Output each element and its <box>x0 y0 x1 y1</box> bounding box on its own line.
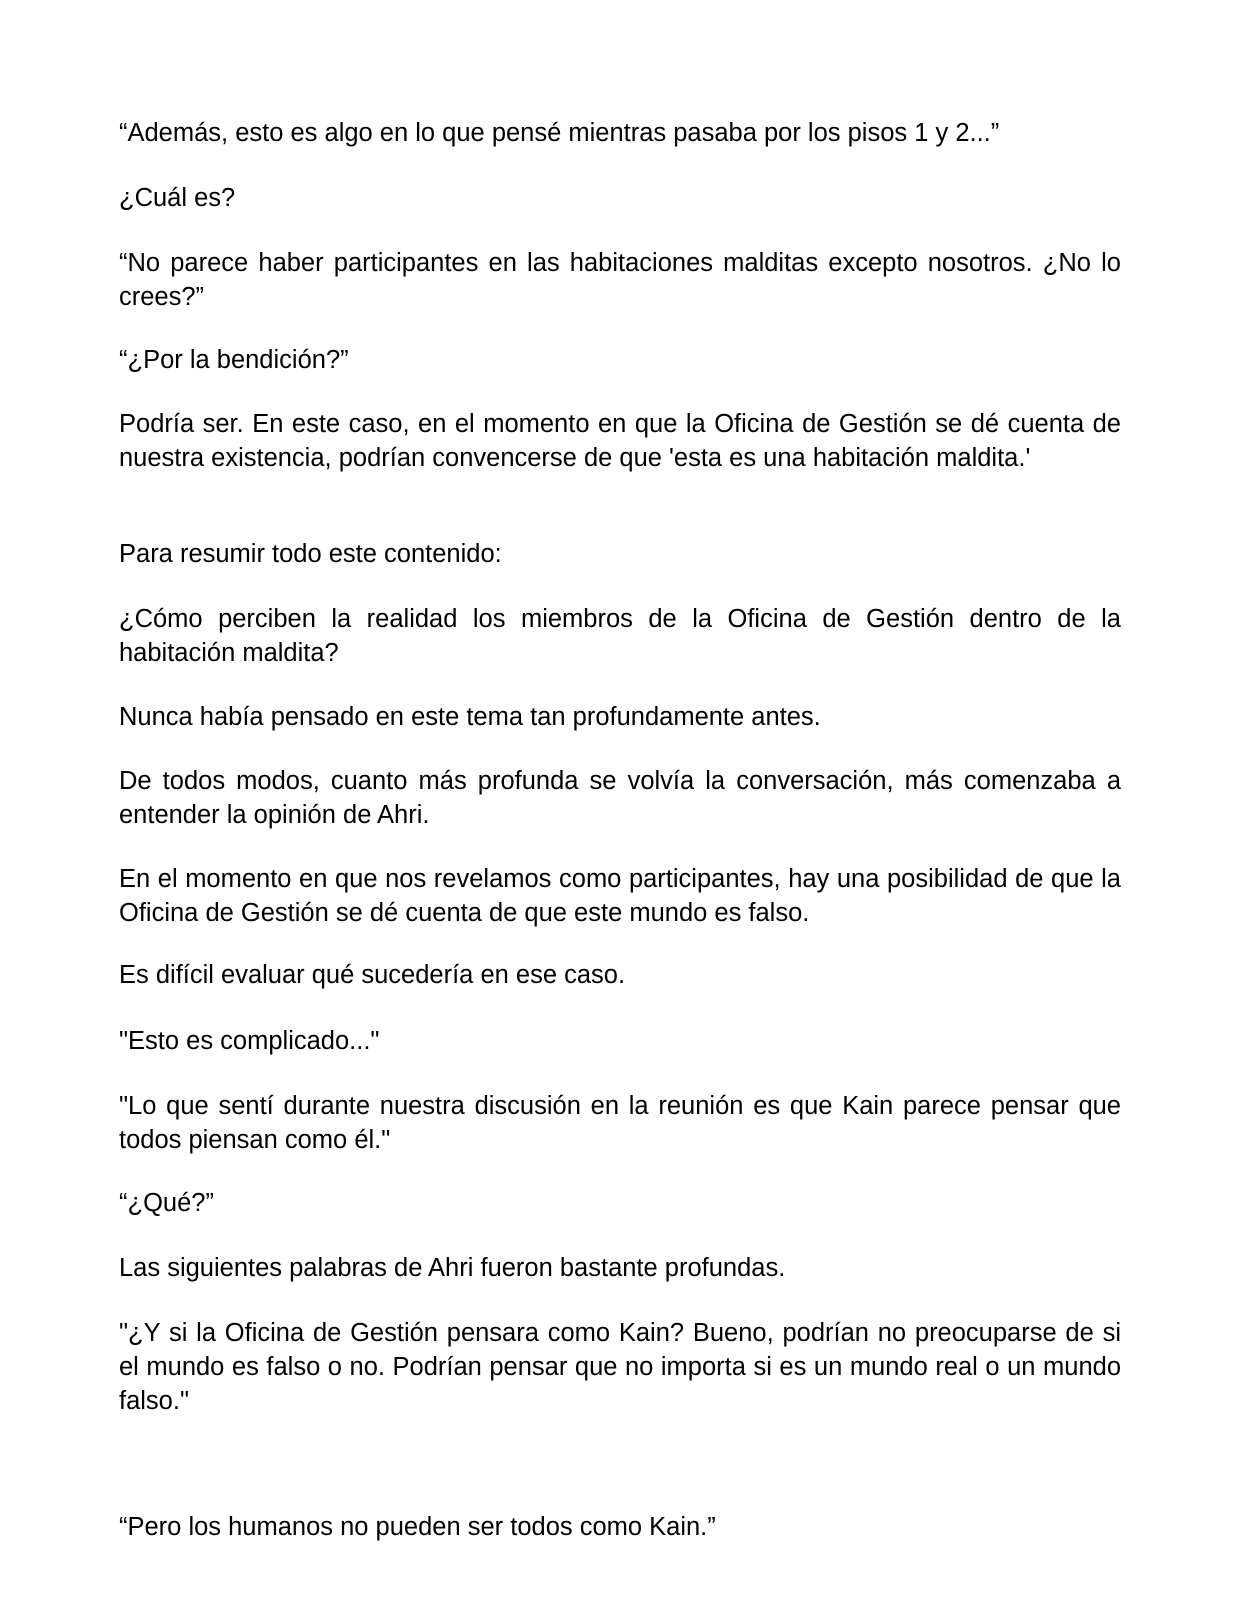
paragraph: "Esto es complicado..." <box>119 1027 380 1055</box>
paragraph: “¿Por la bendición?” <box>119 346 349 374</box>
paragraph: ¿Cuál es? <box>119 184 236 212</box>
paragraph: "Lo que sentí durante nuestra discusión en la reunión es que Kain parece pensar que todos piensan como él." <box>119 1092 1121 1154</box>
paragraph: “¿Qué?” <box>119 1189 214 1217</box>
paragraph: Podría ser. En este caso, en el momento en que la Oficina de Gestión se dé cuenta de nuestra existencia, podrían convencerse de que 'esta es una habitación maldita.' <box>119 410 1121 472</box>
paragraph: De todos modos, cuanto más profunda se volvía la conversación, más comenzaba a entender la opinión de Ahri. <box>119 767 1121 829</box>
paragraph: Nunca había pensado en este tema tan profundamente antes. <box>119 703 821 731</box>
paragraph: "¿Y si la Oficina de Gestión pensara como Kain? Bueno, podrían no preocuparse de si el mundo es falso o no. Podrían pensar que no importa si es un mundo real o un mundo falso." <box>119 1319 1121 1415</box>
paragraph: Para resumir todo este contenido: <box>119 540 502 568</box>
paragraph: Las siguientes palabras de Ahri fueron bastante profundas. <box>119 1254 786 1282</box>
paragraph: Es difícil evaluar qué sucedería en ese caso. <box>119 961 626 989</box>
paragraph: “Además, esto es algo en lo que pensé mientras pasaba por los pisos 1 y 2...” <box>119 119 1000 147</box>
paragraph: “Pero los humanos no pueden ser todos como Kain.” <box>119 1513 716 1541</box>
paragraph: En el momento en que nos revelamos como participantes, hay una posibilidad de que la Oficina de Gestión se dé cuenta de que este mundo es falso. <box>119 865 1121 927</box>
paragraph: ¿Cómo perciben la realidad los miembros de la Oficina de Gestión dentro de la habitación maldita? <box>119 605 1121 667</box>
paragraph: “No parece haber participantes en las habitaciones malditas excepto nosotros. ¿No lo crees?” <box>119 249 1121 311</box>
